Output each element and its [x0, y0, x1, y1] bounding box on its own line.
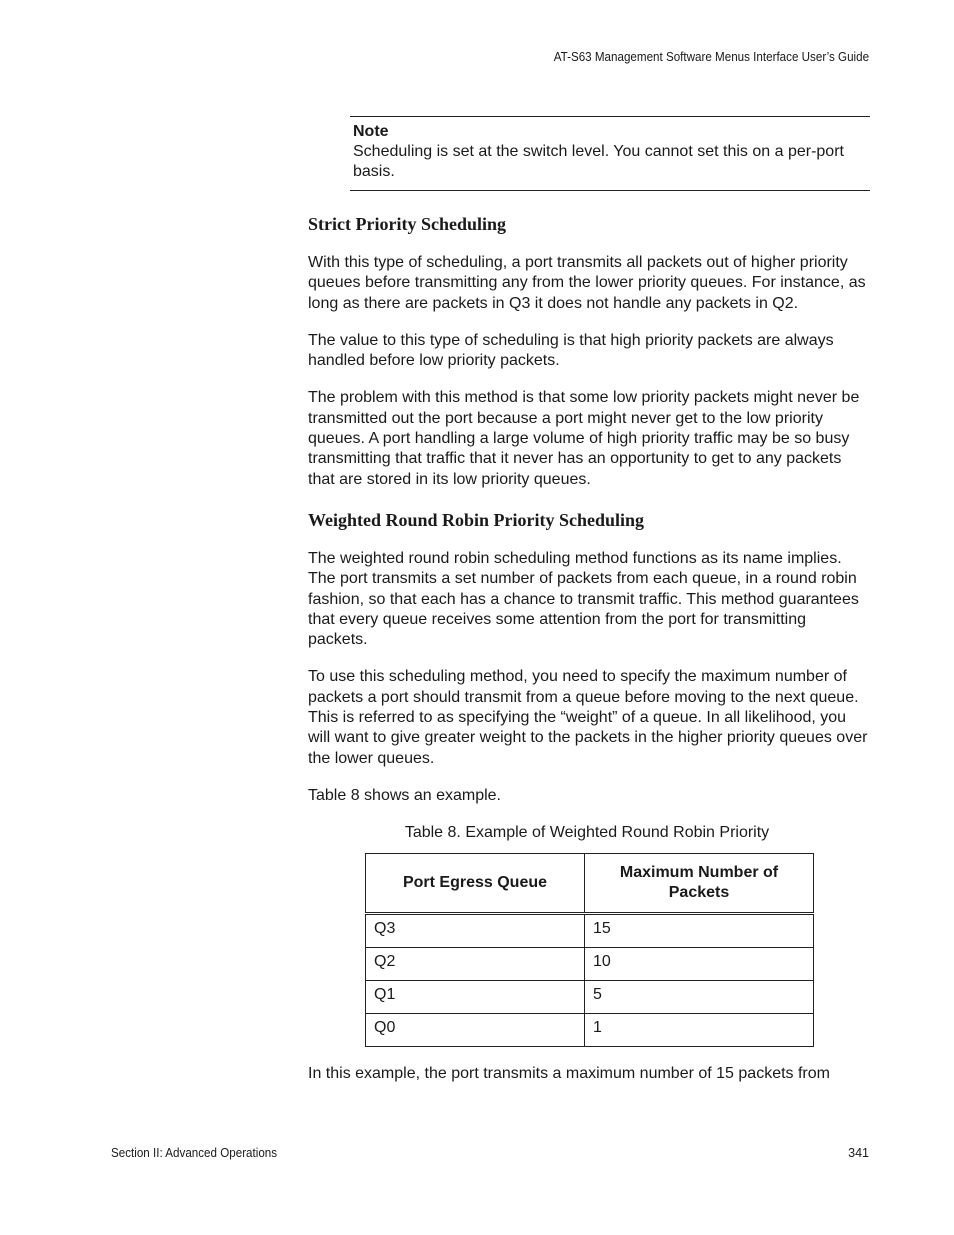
- main-content: [308, 212, 870, 1102]
- table-caption: Table 8. Example of Weighted Round Robin Priority: [404, 824, 770, 842]
- table-row: [366, 914, 814, 948]
- note-box: [350, 116, 870, 191]
- table-cell: Q3: [366, 914, 585, 948]
- table-cell: 1: [585, 1014, 814, 1047]
- paragraph: In this example, the port transmits a maximum number of 15 packets from: [308, 1065, 830, 1083]
- table-cell: Q1: [366, 981, 585, 1014]
- note-body: Scheduling is set at the switch level. You cannot set this on a per-port basis.: [353, 143, 844, 180]
- heading-strict-priority: Strict Priority Scheduling: [308, 214, 506, 234]
- table-cell: Q0: [366, 1014, 585, 1047]
- paragraph: The problem with this method is that some low priority packets might never be transmitted out the port because a port might never get to the low priority queues. A port handling a large volume of high priority traffic may be so busy transmitting that traffic that it never has an opportunity to get to any packets that are stored in its low priority queues.: [308, 389, 860, 488]
- running-header: AT-S63 Management Software Menus Interface User’s Guide: [553, 50, 869, 64]
- table-cell: 5: [585, 981, 814, 1014]
- table-header-row: [366, 854, 814, 914]
- paragraph: To use this scheduling method, you need to specify the maximum number of packets a port should transmit from a queue before moving to the next queue. This is referred to as specifying the “weight” of a queue. In all likelihood, you will want to give greater weight to the packets in the higher priority queues over the lower queues.: [308, 668, 868, 767]
- table-cell: 10: [585, 948, 814, 981]
- paragraph: The value to this type of scheduling is that high priority packets are always handled before low priority packets.: [308, 331, 834, 370]
- column-header: Port Egress Queue: [366, 854, 585, 914]
- footer-section: Section II: Advanced Operations: [111, 1146, 278, 1160]
- heading-weighted-round-robin: Weighted Round Robin Priority Scheduling: [308, 509, 645, 530]
- paragraph: Table 8 shows an example.: [308, 786, 501, 804]
- page-number: 341: [848, 1146, 869, 1160]
- table-cell: 15: [585, 914, 814, 948]
- column-header: Maximum Number of Packets: [585, 854, 814, 914]
- table-row: [366, 981, 814, 1014]
- paragraph: The weighted round robin scheduling method functions as its name implies. The port transmits a set number of packets from each queue, in a round robin fashion, so that each has a chance to transmit traffic. This method guarantees that every queue receives some attention from the port for transmitting packets.: [308, 549, 859, 649]
- table-cell: Q2: [366, 948, 585, 981]
- table-row: [366, 1014, 814, 1047]
- note-title: Note: [353, 123, 389, 140]
- table-row: [366, 948, 814, 981]
- wrr-example-table: [365, 853, 814, 1047]
- paragraph: With this type of scheduling, a port transmits all packets out of higher priority queues before transmitting any from the lower priority queues. For instance, as long as there are packets in Q3 it does not handle any packets in Q2.: [308, 254, 866, 312]
